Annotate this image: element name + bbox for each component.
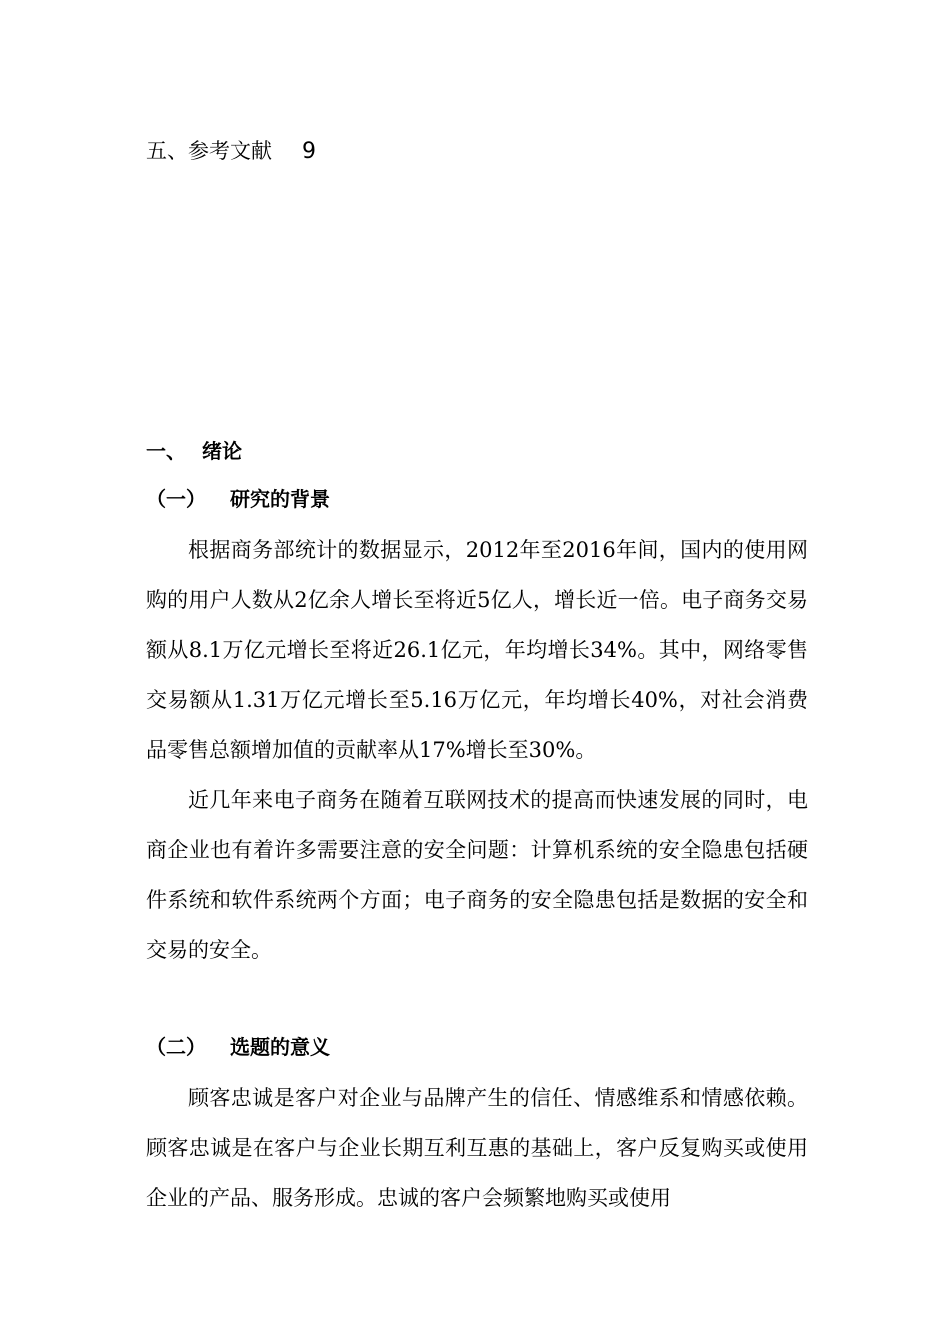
paragraph-statistics: 根据商务部统计的数据显示，2012年至2016年间，国内的使用网购的用户人数从2亿余人增长至将近5亿人，增长近一倍。电子商务交易额从8.1万亿元增长至将近26.1亿元，年均增长34%。其中，网络零售交易额从1.31万亿元增长至5.16万亿元，年均增长40%，对社会消费品零售总额增加值的贡献率从17%增长至30%。 — [146, 538, 808, 762]
section-number: （一） — [146, 487, 206, 511]
section-heading-significance — [146, 1032, 330, 1062]
chapter-number: 一、 — [146, 439, 186, 463]
paragraph-security-issues: 近几年来电子商务在随着互联网技术的提高而快速发展的同时，电商企业也有着许多需要注意的安全问题：计算机系统的安全隐患包括硬件系统和软件系统两个方面；电子商务的安全隐患包括是数据的安全和交易的安全。 — [146, 788, 808, 962]
chapter-heading — [146, 436, 242, 466]
paragraph-customer-loyalty: 顾客忠诚是客户对企业与品牌产生的信任、情感维系和情感依赖。顾客忠诚是在客户与企业长期互利互惠的基础上，客户反复购买或使用企业的产品、服务形成。忠诚的客户会频繁地购买或使用 — [146, 1086, 808, 1210]
toc-entry-page-number: 9 — [302, 139, 316, 164]
toc-entry-label: 五、参考文献 — [146, 139, 272, 163]
section-title: 研究的背景 — [230, 487, 330, 511]
chapter-title: 绪论 — [202, 439, 242, 463]
section-heading-background — [146, 484, 330, 514]
section-number: （二） — [146, 1035, 206, 1059]
toc-entry-references — [146, 136, 316, 167]
section-title: 选题的意义 — [230, 1035, 330, 1059]
